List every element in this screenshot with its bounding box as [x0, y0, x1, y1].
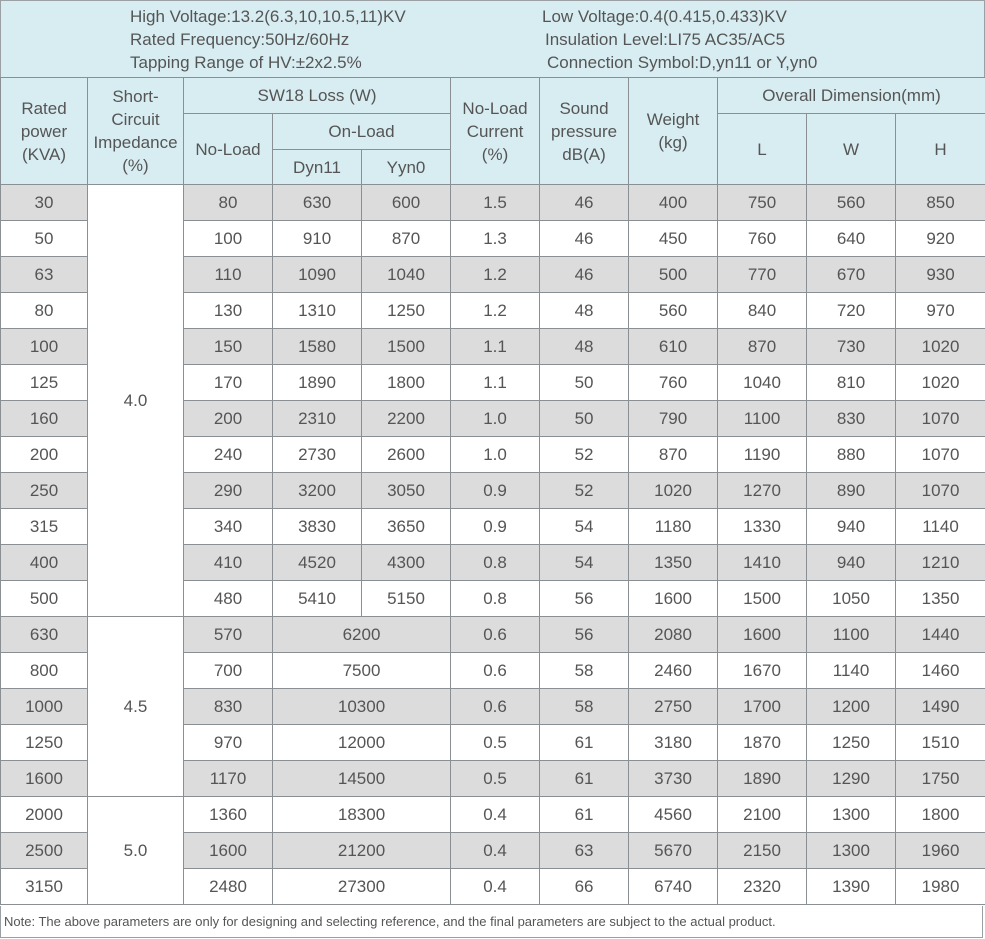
cell-rated-power: 500 [1, 581, 88, 617]
cell-dim-l: 840 [718, 293, 807, 329]
cell-dim-h: 1070 [896, 437, 985, 473]
cell-no-load-current: 0.8 [451, 545, 540, 581]
cell-on-load-dyn11: 1310 [273, 293, 362, 329]
cell-no-load-current: 0.5 [451, 761, 540, 797]
cell-no-load-loss: 480 [184, 581, 273, 617]
cell-no-load-current: 0.6 [451, 689, 540, 725]
cell-sound-pressure: 48 [540, 329, 629, 365]
cell-dim-w: 830 [807, 401, 896, 437]
header-yyn0: Yyn0 [362, 150, 451, 185]
cell-weight: 5670 [629, 833, 718, 869]
header-dim-h: H [896, 114, 985, 185]
cell-rated-power: 1000 [1, 689, 88, 725]
cell-dim-l: 2150 [718, 833, 807, 869]
header-line: Short- [112, 87, 159, 106]
cell-no-load-loss: 100 [184, 221, 273, 257]
cell-on-load-dyn11: 3830 [273, 509, 362, 545]
cell-sound-pressure: 50 [540, 401, 629, 437]
cell-no-load-current: 0.9 [451, 509, 540, 545]
cell-dim-h: 1510 [896, 725, 985, 761]
cell-on-load-dyn11: 1090 [273, 257, 362, 293]
cell-on-load-loss: 6200 [273, 617, 451, 653]
cell-on-load-loss: 12000 [273, 725, 451, 761]
cell-on-load-loss: 18300 [273, 797, 451, 833]
cell-dim-w: 1300 [807, 797, 896, 833]
cell-dim-w: 940 [807, 545, 896, 581]
cell-weight: 4560 [629, 797, 718, 833]
cell-no-load-loss: 570 [184, 617, 273, 653]
cell-no-load-current: 0.4 [451, 797, 540, 833]
cell-no-load-current: 0.6 [451, 653, 540, 689]
cell-no-load-current: 1.2 [451, 293, 540, 329]
cell-rated-power: 160 [1, 401, 88, 437]
cell-sound-pressure: 52 [540, 437, 629, 473]
cell-sound-pressure: 56 [540, 581, 629, 617]
cell-sound-pressure: 48 [540, 293, 629, 329]
cell-weight: 450 [629, 221, 718, 257]
cell-dim-l: 760 [718, 221, 807, 257]
cell-dim-l: 1100 [718, 401, 807, 437]
cell-dim-w: 880 [807, 437, 896, 473]
cell-no-load-loss: 970 [184, 725, 273, 761]
cell-sound-pressure: 46 [540, 185, 629, 221]
cell-dim-l: 1040 [718, 365, 807, 401]
cell-sound-pressure: 54 [540, 509, 629, 545]
cell-weight: 2460 [629, 653, 718, 689]
parameter-table [0, 77, 985, 905]
cell-on-load-loss: 14500 [273, 761, 451, 797]
cell-no-load-loss: 1600 [184, 833, 273, 869]
cell-no-load-loss: 240 [184, 437, 273, 473]
header-no-load-current [451, 78, 540, 185]
cell-weight: 3180 [629, 725, 718, 761]
low-voltage: Low Voltage:0.4(0.415,0.433)KV [542, 7, 787, 26]
cell-sound-pressure: 58 [540, 689, 629, 725]
cell-dim-h: 1350 [896, 581, 985, 617]
cell-dim-h: 970 [896, 293, 985, 329]
cell-dim-h: 1750 [896, 761, 985, 797]
cell-dim-w: 1100 [807, 617, 896, 653]
cell-rated-power: 30 [1, 185, 88, 221]
cell-dim-h: 1070 [896, 473, 985, 509]
cell-dim-w: 1290 [807, 761, 896, 797]
cell-on-load-yyn0: 3650 [362, 509, 451, 545]
cell-dim-h: 930 [896, 257, 985, 293]
spec-left-column [130, 5, 406, 74]
cell-weight: 1180 [629, 509, 718, 545]
cell-on-load-dyn11: 2730 [273, 437, 362, 473]
cell-dim-l: 2320 [718, 869, 807, 905]
cell-no-load-loss: 700 [184, 653, 273, 689]
cell-no-load-current: 0.4 [451, 833, 540, 869]
cell-dim-h: 850 [896, 185, 985, 221]
header-line: Weight [646, 110, 700, 129]
cell-no-load-current: 0.6 [451, 617, 540, 653]
header-line: (%) [481, 144, 509, 164]
cell-no-load-current: 1.1 [451, 329, 540, 365]
header-overall-dimension: Overall Dimension(mm) [718, 78, 985, 114]
cell-dim-w: 1050 [807, 581, 896, 617]
cell-no-load-current: 0.5 [451, 725, 540, 761]
spec-right-column [542, 5, 817, 74]
cell-on-load-yyn0: 3050 [362, 473, 451, 509]
cell-rated-power: 250 [1, 473, 88, 509]
cell-on-load-loss: 10300 [273, 689, 451, 725]
cell-on-load-loss: 27300 [273, 869, 451, 905]
cell-no-load-loss: 830 [184, 689, 273, 725]
cell-dim-l: 1330 [718, 509, 807, 545]
cell-on-load-loss: 21200 [273, 833, 451, 869]
cell-no-load-loss: 290 [184, 473, 273, 509]
cell-no-load-loss: 200 [184, 401, 273, 437]
table-row [1, 617, 985, 653]
cell-weight: 500 [629, 257, 718, 293]
header-dim-l: L [718, 114, 807, 185]
cell-dim-l: 1870 [718, 725, 807, 761]
cell-weight: 2080 [629, 617, 718, 653]
cell-dim-h: 1460 [896, 653, 985, 689]
cell-on-load-yyn0: 4300 [362, 545, 451, 581]
cell-dim-w: 1250 [807, 725, 896, 761]
cell-dim-h: 1980 [896, 869, 985, 905]
cell-weight: 790 [629, 401, 718, 437]
header-line: (kg) [658, 133, 688, 152]
table-row [1, 185, 985, 221]
cell-sound-pressure: 61 [540, 761, 629, 797]
cell-weight: 3730 [629, 761, 718, 797]
cell-on-load-yyn0: 2600 [362, 437, 451, 473]
spec-header [0, 0, 985, 77]
header-on-load: On-Load [273, 114, 451, 150]
connection-symbol: Connection Symbol:D,yn11 or Y,yn0 [547, 53, 818, 72]
cell-dim-w: 810 [807, 365, 896, 401]
cell-no-load-current: 1.5 [451, 185, 540, 221]
cell-sound-pressure: 52 [540, 473, 629, 509]
cell-dim-w: 640 [807, 221, 896, 257]
cell-rated-power: 2500 [1, 833, 88, 869]
header-line: Impedance [93, 133, 178, 152]
cell-sound-pressure: 54 [540, 545, 629, 581]
cell-rated-power: 100 [1, 329, 88, 365]
cell-dim-h: 1490 [896, 689, 985, 725]
cell-dim-w: 720 [807, 293, 896, 329]
cell-on-load-yyn0: 1500 [362, 329, 451, 365]
cell-dim-w: 1140 [807, 653, 896, 689]
cell-dim-w: 1200 [807, 689, 896, 725]
cell-weight: 1350 [629, 545, 718, 581]
cell-rated-power: 1600 [1, 761, 88, 797]
cell-dim-w: 670 [807, 257, 896, 293]
header-line: pressure [550, 121, 618, 141]
cell-dim-l: 1270 [718, 473, 807, 509]
cell-rated-power: 125 [1, 365, 88, 401]
cell-on-load-dyn11: 910 [273, 221, 362, 257]
cell-dim-l: 1600 [718, 617, 807, 653]
cell-weight: 1020 [629, 473, 718, 509]
cell-no-load-current: 1.2 [451, 257, 540, 293]
cell-no-load-loss: 1360 [184, 797, 273, 833]
cell-dim-l: 2100 [718, 797, 807, 833]
cell-rated-power: 200 [1, 437, 88, 473]
cell-dim-l: 750 [718, 185, 807, 221]
cell-on-load-dyn11: 1580 [273, 329, 362, 365]
cell-on-load-dyn11: 4520 [273, 545, 362, 581]
cell-no-load-loss: 110 [184, 257, 273, 293]
cell-sound-pressure: 56 [540, 617, 629, 653]
cell-rated-power: 2000 [1, 797, 88, 833]
cell-dim-l: 770 [718, 257, 807, 293]
cell-on-load-loss: 7500 [273, 653, 451, 689]
cell-no-load-current: 0.4 [451, 869, 540, 905]
cell-sound-pressure: 58 [540, 653, 629, 689]
cell-dim-l: 1890 [718, 761, 807, 797]
cell-dim-w: 1390 [807, 869, 896, 905]
cell-on-load-yyn0: 600 [362, 185, 451, 221]
header-line: No-Load [462, 98, 528, 118]
cell-rated-power: 1250 [1, 725, 88, 761]
cell-weight: 1600 [629, 581, 718, 617]
cell-on-load-yyn0: 1040 [362, 257, 451, 293]
cell-rated-power: 630 [1, 617, 88, 653]
header-no-load: No-Load [184, 114, 273, 185]
cell-weight: 400 [629, 185, 718, 221]
cell-on-load-yyn0: 870 [362, 221, 451, 257]
cell-impedance: 5.0 [88, 797, 184, 905]
header-line: (KVA) [21, 144, 67, 164]
cell-dim-h: 920 [896, 221, 985, 257]
tapping-range: Tapping Range of HV:±2x2.5% [130, 53, 362, 72]
header-loss: SW18 Loss (W) [184, 78, 451, 114]
cell-sound-pressure: 66 [540, 869, 629, 905]
cell-rated-power: 80 [1, 293, 88, 329]
header-sound-pressure [540, 78, 629, 185]
high-voltage: High Voltage:13.2(6.3,10,10.5,11)KV [130, 7, 406, 26]
header-line: Current [466, 121, 524, 141]
cell-dim-l: 1700 [718, 689, 807, 725]
cell-dim-h: 1800 [896, 797, 985, 833]
cell-on-load-dyn11: 5410 [273, 581, 362, 617]
header-line: Sound [559, 98, 609, 118]
cell-dim-h: 1020 [896, 329, 985, 365]
cell-dim-w: 730 [807, 329, 896, 365]
cell-dim-h: 1020 [896, 365, 985, 401]
cell-on-load-yyn0: 1800 [362, 365, 451, 401]
cell-no-load-current: 1.0 [451, 437, 540, 473]
cell-dim-l: 1500 [718, 581, 807, 617]
cell-rated-power: 3150 [1, 869, 88, 905]
cell-dim-w: 560 [807, 185, 896, 221]
header-line: Circuit [111, 110, 160, 129]
cell-on-load-yyn0: 1250 [362, 293, 451, 329]
header-line: power [20, 121, 68, 141]
rated-frequency: Rated Frequency:50Hz/60Hz [130, 30, 350, 49]
header-dyn11: Dyn11 [273, 150, 362, 185]
cell-on-load-dyn11: 3200 [273, 473, 362, 509]
table-body [1, 185, 985, 905]
cell-no-load-loss: 80 [184, 185, 273, 221]
cell-rated-power: 63 [1, 257, 88, 293]
cell-dim-l: 1190 [718, 437, 807, 473]
table-row [1, 797, 985, 833]
cell-dim-w: 940 [807, 509, 896, 545]
header-rated-power [1, 78, 88, 185]
cell-dim-l: 1670 [718, 653, 807, 689]
cell-no-load-loss: 1170 [184, 761, 273, 797]
cell-impedance: 4.0 [88, 185, 184, 617]
cell-dim-h: 1440 [896, 617, 985, 653]
header-line: Rated [21, 98, 67, 118]
cell-dim-h: 1210 [896, 545, 985, 581]
header-impedance [88, 78, 184, 185]
cell-dim-l: 1410 [718, 545, 807, 581]
cell-no-load-loss: 170 [184, 365, 273, 401]
cell-no-load-current: 1.1 [451, 365, 540, 401]
cell-impedance: 4.5 [88, 617, 184, 797]
cell-sound-pressure: 61 [540, 725, 629, 761]
cell-no-load-loss: 340 [184, 509, 273, 545]
header-dim-w: W [807, 114, 896, 185]
cell-on-load-yyn0: 2200 [362, 401, 451, 437]
cell-weight: 610 [629, 329, 718, 365]
header-weight [629, 78, 718, 185]
cell-dim-h: 1070 [896, 401, 985, 437]
cell-no-load-current: 1.0 [451, 401, 540, 437]
cell-dim-h: 1140 [896, 509, 985, 545]
cell-dim-l: 870 [718, 329, 807, 365]
cell-no-load-loss: 2480 [184, 869, 273, 905]
cell-weight: 6740 [629, 869, 718, 905]
cell-no-load-loss: 150 [184, 329, 273, 365]
cell-on-load-dyn11: 630 [273, 185, 362, 221]
insulation-level: Insulation Level:LI75 AC35/AC5 [545, 30, 786, 49]
cell-on-load-dyn11: 1890 [273, 365, 362, 401]
header-line: dB(A) [562, 144, 606, 164]
cell-dim-w: 890 [807, 473, 896, 509]
cell-dim-h: 1960 [896, 833, 985, 869]
cell-sound-pressure: 63 [540, 833, 629, 869]
cell-sound-pressure: 61 [540, 797, 629, 833]
cell-no-load-current: 0.9 [451, 473, 540, 509]
cell-no-load-current: 0.8 [451, 581, 540, 617]
cell-sound-pressure: 46 [540, 257, 629, 293]
cell-rated-power: 800 [1, 653, 88, 689]
cell-on-load-dyn11: 2310 [273, 401, 362, 437]
footnote: Note: The above parameters are only for designing and selecting reference, and the final parameters are subject to the actual product. [0, 906, 983, 938]
cell-rated-power: 400 [1, 545, 88, 581]
cell-on-load-yyn0: 5150 [362, 581, 451, 617]
cell-weight: 560 [629, 293, 718, 329]
header-line: (%) [122, 156, 149, 175]
cell-no-load-loss: 130 [184, 293, 273, 329]
cell-weight: 870 [629, 437, 718, 473]
cell-rated-power: 50 [1, 221, 88, 257]
cell-weight: 2750 [629, 689, 718, 725]
cell-sound-pressure: 46 [540, 221, 629, 257]
cell-dim-w: 1300 [807, 833, 896, 869]
cell-no-load-current: 1.3 [451, 221, 540, 257]
cell-weight: 760 [629, 365, 718, 401]
cell-rated-power: 315 [1, 509, 88, 545]
cell-sound-pressure: 50 [540, 365, 629, 401]
cell-no-load-loss: 410 [184, 545, 273, 581]
